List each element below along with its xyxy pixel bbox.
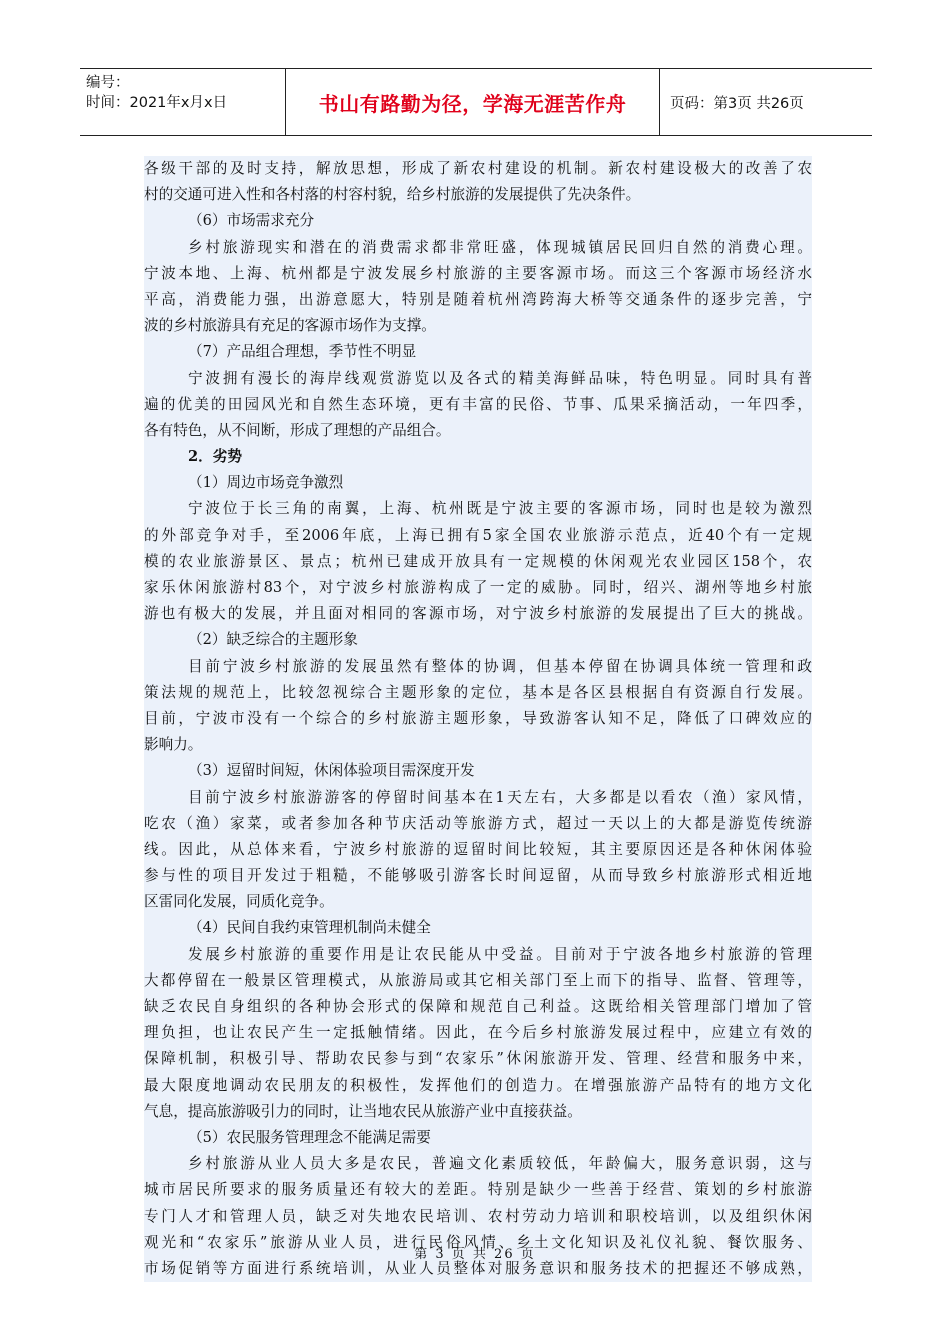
text-line: （6）市场需求充分 (188, 212, 315, 230)
header-meta (80, 69, 285, 135)
text-line: 遍的优美的田园风光和自然生态环境，更有丰富的民俗、节事、瓜果采摘活动，一年四季， (144, 395, 812, 413)
date-label: 时间：2021年x月x日 (86, 95, 228, 111)
text-line: 家乐休闲旅游村83个，对宁波乡村旅游构成了一定的威胁。同时，绍兴、湖州等地乡村旅 (144, 579, 812, 596)
text-line: 观光和“农家乐”旅游从业人员，进行民俗风情、乡土文化知识及礼仪礼貌、餐饮服务、 (144, 1233, 812, 1251)
text-line: 大都停留在一般景区管理模式，从旅游局或其它相关部门至上而下的指导、监督、管理等， (144, 971, 812, 989)
text-line: 缺乏农民自身组织的各种协会形式的保障和规范自己利益。这既给相关管理部门增加了管 (144, 998, 812, 1015)
text-line: 影响力。 (144, 736, 203, 754)
text-line: 目前，宁波市没有一个综合的乡村旅游主题形象，导致游客认知不足，降低了口碑效应的 (144, 709, 812, 727)
text-line: 波的乡村旅游具有充足的客源市场作为支撑。 (144, 317, 436, 335)
header-page-number: 页码：第3页 共26页 (670, 95, 804, 112)
text-line: 吃农（渔）家菜，或者参加各种节庆活动等旅游方式，超过一天以上的大都是游览传统游 (144, 814, 812, 832)
header-motto: 书山有路勤为径，学海无涯苦作舟 (285, 69, 660, 135)
text-line: 线。因此，从总体来看，宁波乡村旅游的逗留时间比较短，其主要原因还是各种休闲体验 (144, 840, 812, 858)
text-line: 宁波位于长三角的南翼，上海、杭州既是宁波主要的客源市场，同时也是较为激烈 (188, 500, 812, 518)
text-line: 区雷同化发展，同质化竞争。 (144, 893, 334, 911)
text-line: 游也有极大的发展，并且面对相同的客源市场，对宁波乡村旅游的发展提出了巨大的挑战。 (144, 605, 812, 623)
text-line: 保障机制，积极引导、帮助农民参与到“农家乐”休闲旅游开发、管理、经营和服务中来， (144, 1050, 812, 1068)
text-line: 策法规的规范上，比较忽视综合主题形象的定位，基本是各区县根据自有资源自行发展。 (144, 683, 812, 701)
text-line: 村的交通可进入性和各村落的村容村貌，给乡村旅游的发展提供了先决条件。 (144, 186, 641, 204)
text-line: （2）缺乏综合的主题形象 (188, 631, 358, 649)
text-line: 参与性的项目开发过于粗糙，不能够吸引游客长时间逗留，从而导致乡村旅游形式相近地 (144, 867, 812, 885)
text-line: 发展乡村旅游的重要作用是让农民能从中受益。目前对于宁波各地乡村旅游的管理 (188, 945, 812, 963)
page-footer: 第 3 页 共 26 页 (414, 1247, 536, 1262)
text-line: 模的农业旅游景区、景点；杭州已建成开放具有一定规模的休闲观光农业园区158个，农 (144, 552, 812, 570)
text-line: 各有特色，从不间断，形成了理想的产品组合。 (144, 421, 451, 439)
text-line: 目前宁波乡村旅游的发展虽然有整体的协调，但基本停留在协调具体统一管理和政 (188, 657, 812, 675)
text-line: 城市居民所要求的服务质量还有较大的差距。特别是缺少一些善于经营、策划的乡村旅游 (144, 1181, 812, 1199)
text-line: （5）农民服务管理理念不能满足需要 (188, 1128, 431, 1146)
text-line: （3）逗留时间短，休闲体验项目需深度开发 (188, 762, 475, 780)
text-line: 乡村旅游现实和潜在的消费需求都非常旺盛，体现城镇居民回归自然的消费心理。 (188, 238, 812, 256)
text-line: 宁波本地、上海、杭州都是宁波发展乡村旅游的主要客源市场。而这三个客源市场经济水 (144, 264, 812, 282)
text-line: 乡村旅游从业人员大多是农民，普遍文化素质较低，年龄偏大，服务意识弱，这与 (188, 1155, 812, 1173)
text-line: 各级干部的及时支持，解放思想，形成了新农村建设的机制。新农村建设极大的改善了农 (144, 160, 812, 177)
text-line: 平高，消费能力强，出游意愿大，特别是随着杭州湾跨海大桥等交通条件的逐步完善，宁 (144, 290, 812, 308)
serial-label: 编号： (86, 75, 130, 91)
text-line: 专门人才和管理人员，缺乏对失地农民培训、农村劳动力培训和职校培训，以及组织休闲 (144, 1207, 812, 1225)
text-line: （7）产品组合理想，季节性不明显 (188, 343, 417, 361)
text-line: （1）周边市场竞争激烈 (188, 474, 344, 492)
text-line: 气息，提高旅游吸引力的同时，让当地农民从旅游产业中直接获益。 (144, 1102, 582, 1120)
text-line: 的外部竞争对手，至2006年底，上海已拥有5家全国农业旅游示范点，近40个有一定规 (144, 526, 812, 544)
text-line: 市场促销等方面进行系统培训，从业人员整体对服务意识和服务技术的把握还不够成熟， (144, 1259, 812, 1277)
text-line: （4）民间自我约束管理机制尚未健全 (188, 919, 431, 937)
text-line: 宁波拥有漫长的海岸线观赏游览以及各式的精美海鲜品味，特色明显。同时具有普 (188, 369, 812, 387)
text-line: 最大限度地调动农民朋友的积极性，发挥他们的创造力。在增强旅游产品特有的地方文化 (144, 1076, 812, 1094)
text-line: 理负担，也让农民产生一定抵触情绪。因此，在今后乡村旅游发展过程中，应建立有效的 (144, 1024, 812, 1042)
page-header (80, 68, 872, 136)
text-line: 2．劣势 (188, 448, 242, 466)
text-line: 目前宁波乡村旅游游客的停留时间基本在1天左右，大多都是以看农（渔）家风情， (188, 788, 812, 806)
document-body (144, 156, 812, 1282)
